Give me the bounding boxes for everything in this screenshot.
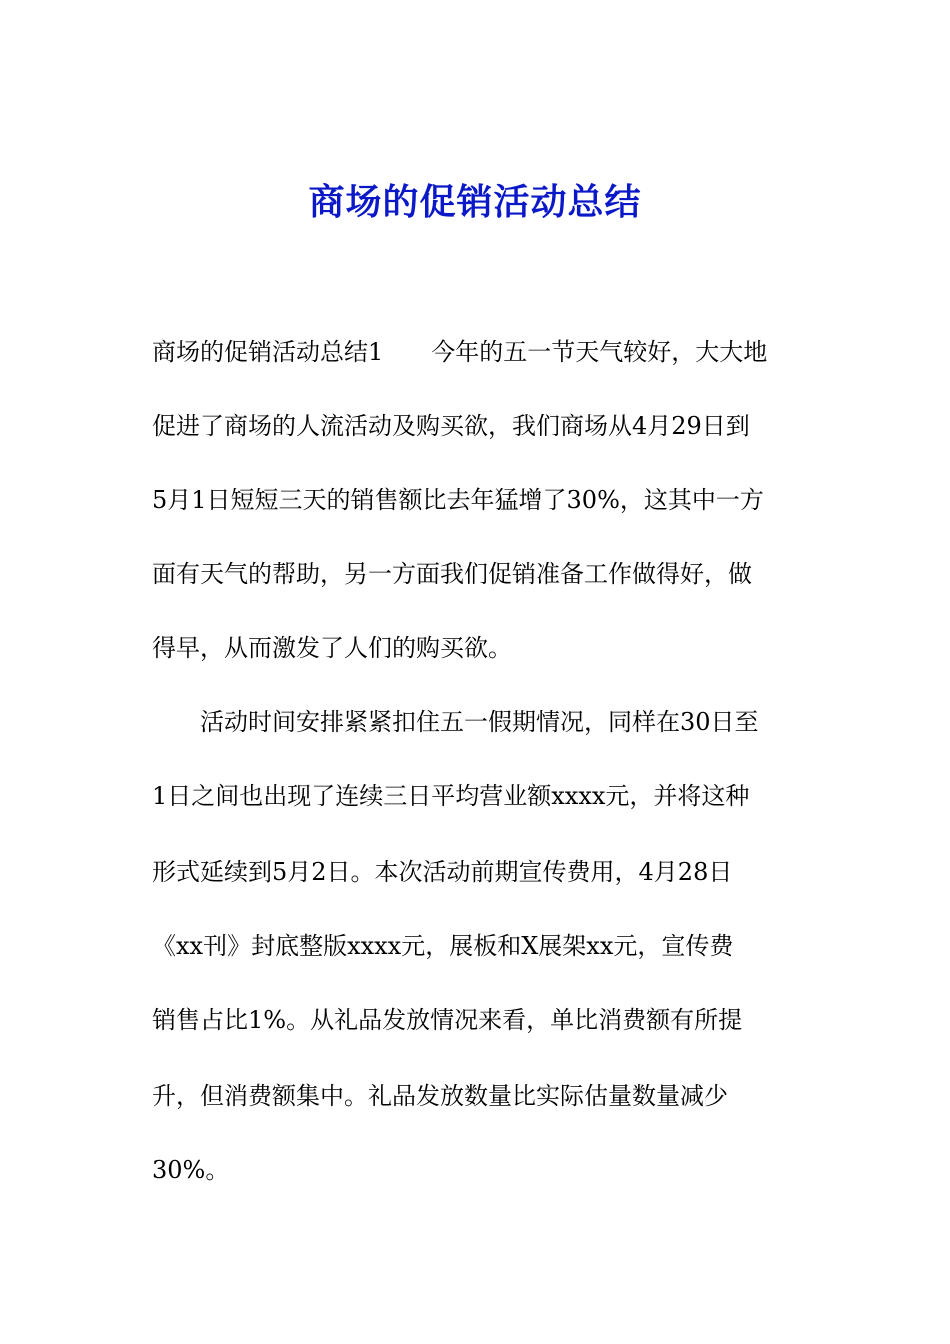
paragraph-2-line-1: 活动时间安排紧紧扣住五一假期情况，同样在30日至 [200,708,759,736]
paragraph-2-line-6: 升，但消费额集中。礼品发放数量比实际估量数量减少 [152,1082,728,1110]
paragraph-2-line-4: 《xx刊》封底整版xxxx元，展板和X展架xx元，宣传费 [152,932,734,960]
paragraph-1-line-1-text: 今年的五一节天气较好，大大地 [431,338,768,366]
paragraph-1-line-2: 促进了商场的人流活动及购买欲，我们商场从4月29日到 [152,412,750,440]
paragraph-1-line-5: 得早，从而激发了人们的购买欲。 [152,634,512,662]
document-title: 商场的促销活动总结 [308,181,642,223]
paragraph-2-line-2: 1日之间也出现了连续三日平均营业额xxxx元，并将这种 [152,782,750,810]
paragraph-2-line-3: 形式延续到5月2日。本次活动前期宣传费用，4月28日 [152,858,733,886]
paragraph-2-line-5: 销售占比1%。从礼品发放情况来看，单比消费额有所提 [152,1006,743,1034]
paragraph-1-line-3: 5月1日短短三天的销售额比去年猛增了30%，这其中一方 [152,486,764,514]
paragraph-1-line-1 [152,332,767,372]
paragraph-1-line-4: 面有天气的帮助，另一方面我们促销准备工作做得好，做 [152,560,752,588]
section-heading: 商场的促销活动总结1 [152,338,384,366]
paragraph-2-line-7: 30%。 [152,1156,230,1184]
